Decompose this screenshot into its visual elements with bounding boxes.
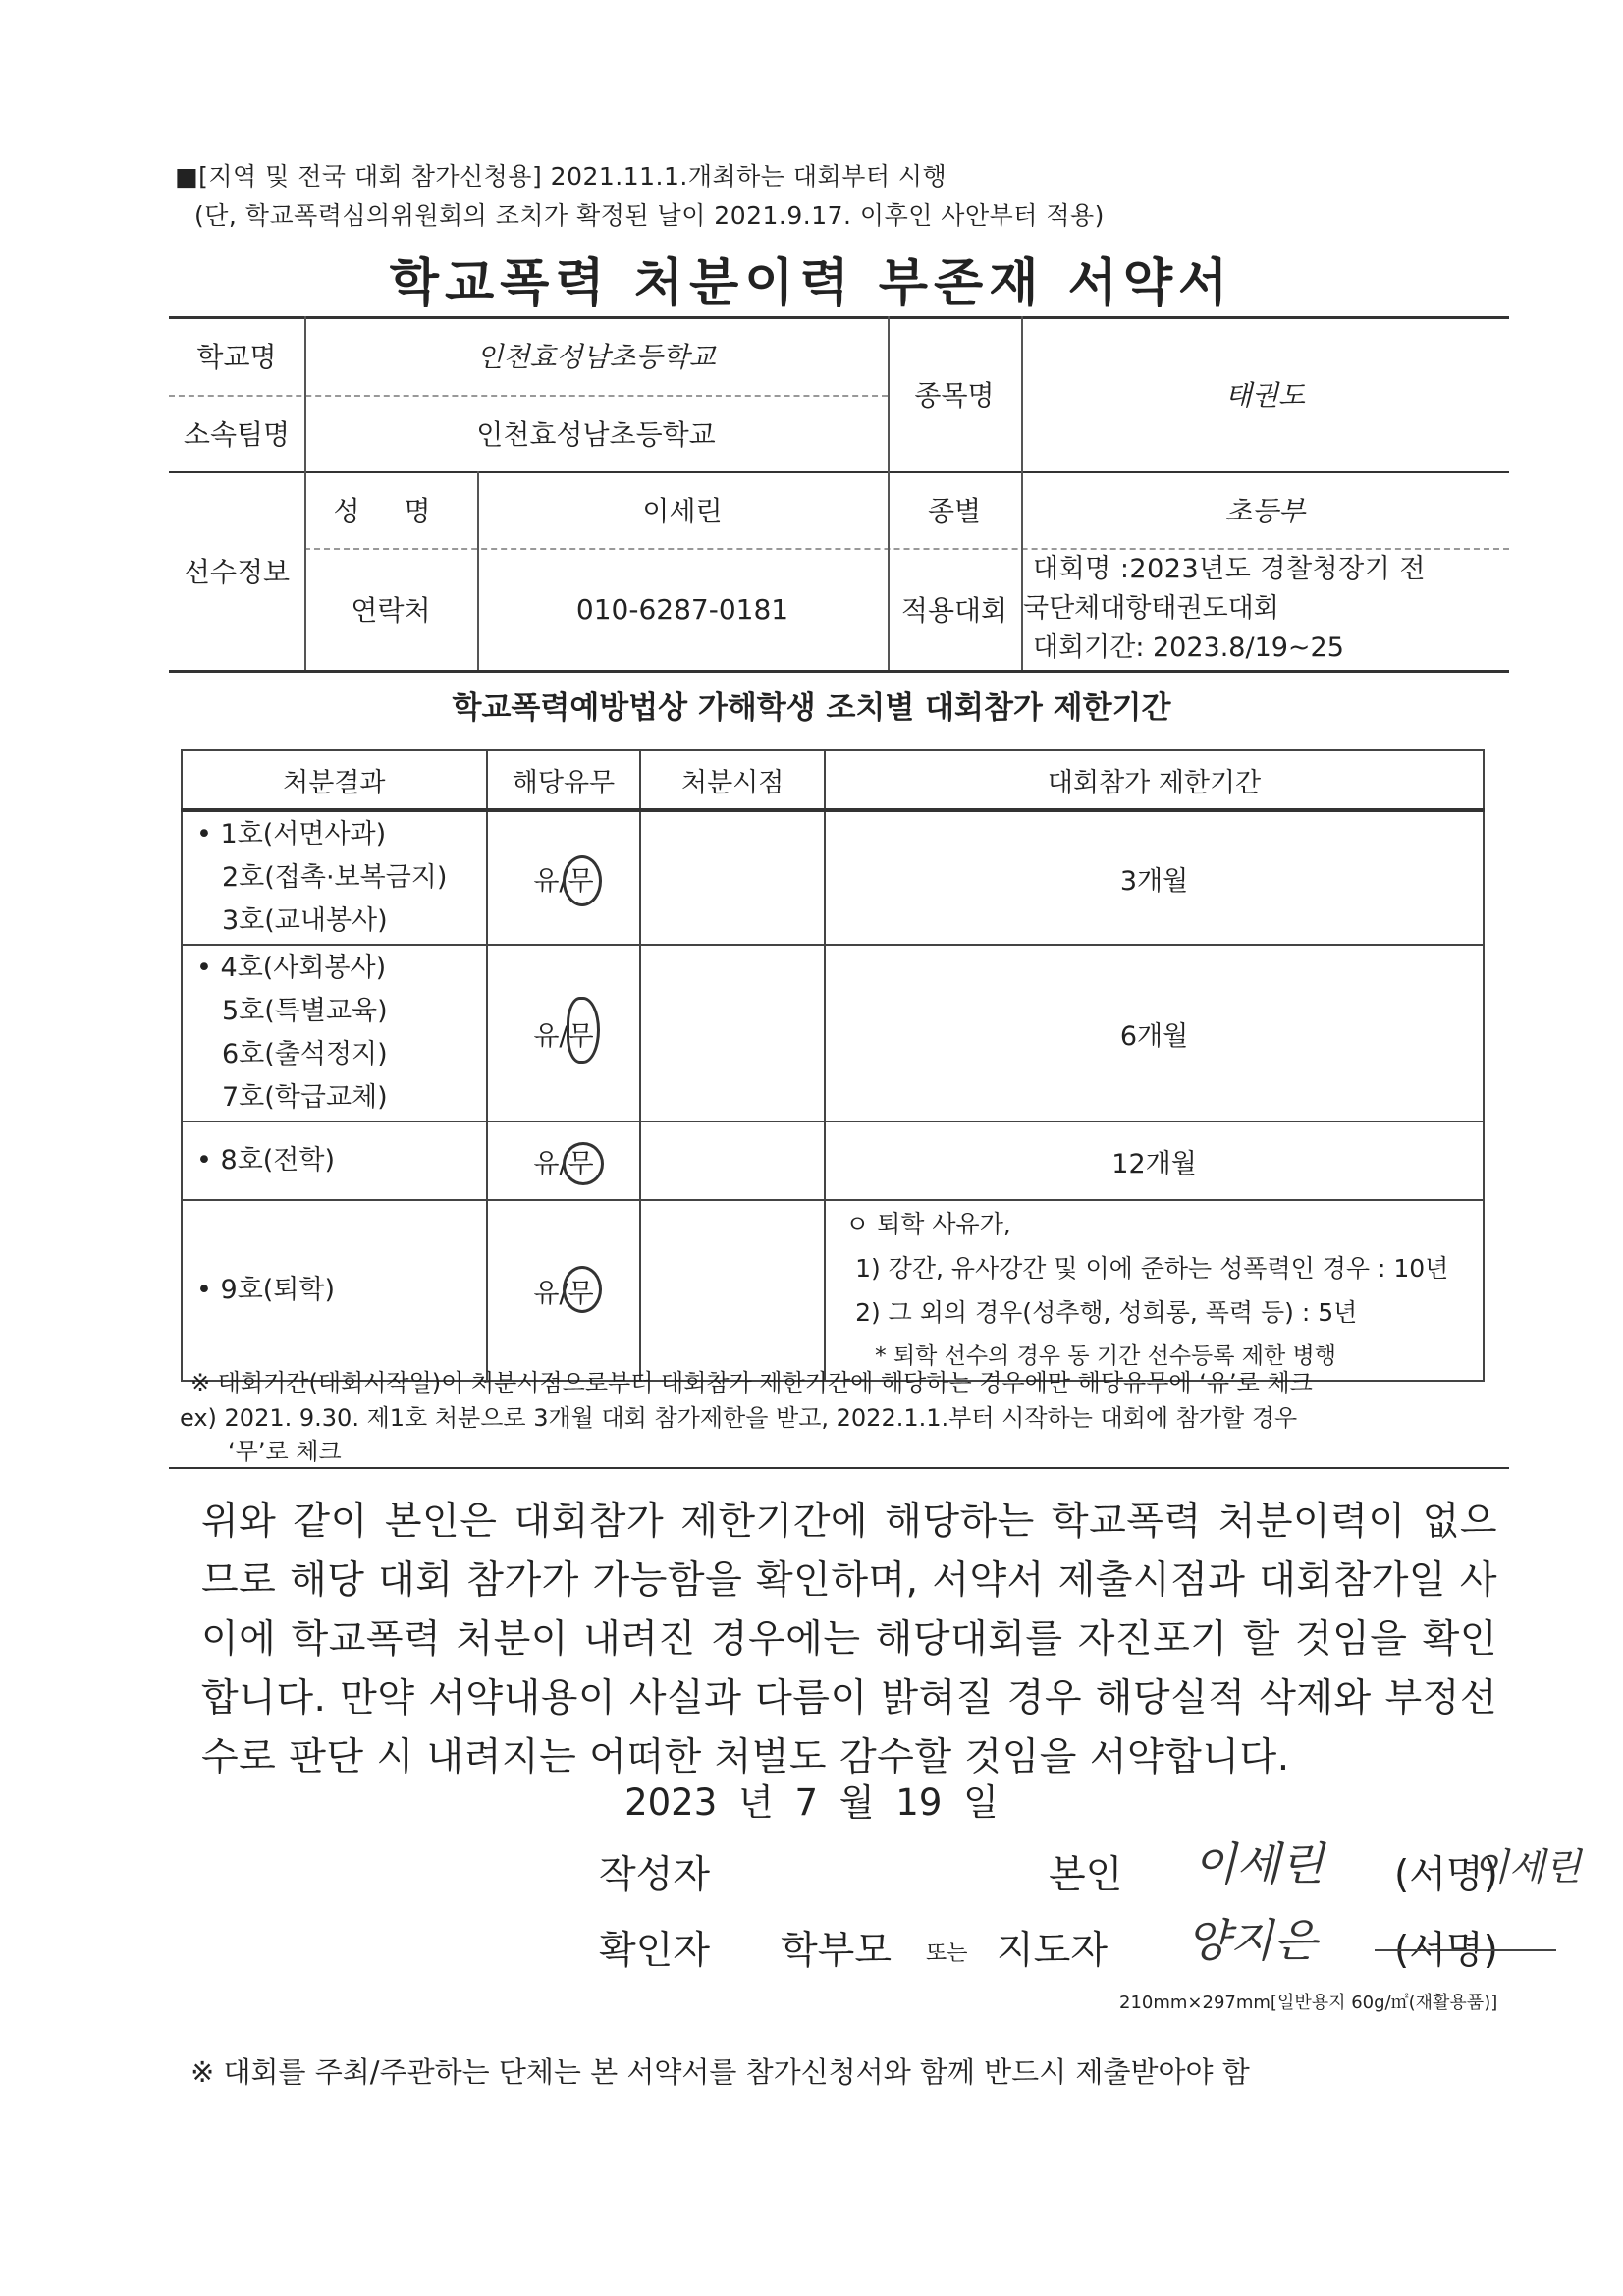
period-cell: 3개월 (825, 810, 1484, 945)
page-title: 학교폭력 처분이력 부존재 서약서 (389, 254, 1234, 313)
or-label: 또는 (926, 1941, 968, 1966)
confirmer-label: 확인자 (599, 1929, 711, 1973)
table-row (182, 1121, 1484, 1200)
applicable-cell (487, 945, 641, 1121)
sport-value: 태권도 (1224, 379, 1306, 411)
self-signature-overlay: 이세린 (1473, 1845, 1582, 1888)
check-circle-mark (563, 1266, 602, 1313)
team-value: 인천효성남초등학교 (476, 418, 716, 451)
division-value: 초등부 (1224, 495, 1306, 527)
applicable-value: 유/무 (533, 1020, 594, 1052)
school-label: 학교명 (196, 341, 277, 373)
paper-spec: 210mm×297mm[일반용지 60g/㎡(재활용품)] (1119, 1993, 1498, 2013)
header-disposition: 처분결과 (182, 750, 487, 810)
name-value: 이세린 (642, 495, 723, 527)
division-label: 종별 (927, 495, 982, 527)
coach-signature: 양지은 (1186, 1914, 1318, 1967)
time-cell (640, 810, 825, 945)
info-bottom-border (169, 670, 1509, 673)
applicable-cell (487, 1200, 641, 1381)
header-period: 대회참가 제한기간 (825, 750, 1484, 810)
check-circle-mark (563, 1142, 604, 1185)
disposition-item: 6호(출석정지) (222, 1039, 388, 1069)
parent-label: 학부모 (781, 1929, 893, 1973)
disposition-item: 1호(서면사과) (220, 819, 387, 849)
check-circle-mark (563, 855, 602, 906)
time-cell (640, 1200, 825, 1381)
period-cell: 12개월 (825, 1121, 1484, 1200)
disposition-cell: • 8호(전학) (182, 1121, 487, 1200)
disposition-item: 4호(사회봉사) (220, 953, 387, 983)
event-label: 적용대회 (900, 594, 1008, 627)
sign-mark-2: (서명) (1394, 1929, 1498, 1973)
writer-label: 작성자 (599, 1853, 711, 1897)
applicable-cell (487, 1121, 641, 1200)
footer-note: ※ 대회를 주최/주관하는 단체는 본 서약서를 참가신청서와 함께 반드시 제출받아야 함 (190, 2055, 1250, 2089)
table-row (182, 1200, 1484, 1381)
header-line-1: ■[지역 및 전국 대회 참가신청용] 2021.11.1.개최하는 대회부터 시행 (175, 162, 947, 191)
notes-divider (169, 1467, 1509, 1469)
note-2b: ‘무’로 체크 (228, 1438, 342, 1465)
header-line-2: (단, 학교폭력심의위원회의 조치가 확정된 날이 2021.9.17. 이후인 사안부터 적용) (194, 201, 1105, 230)
header-time: 처분시점 (640, 750, 825, 810)
coach-label: 지도자 (997, 1929, 1109, 1973)
applicable-value: 유/무 (533, 865, 594, 897)
limits-table (181, 749, 1485, 1382)
disposition-item: 7호(학급교체) (222, 1082, 388, 1113)
note-1: ※ 대회기간(대회시작일)이 처분시점으로부터 대회참가 제한기간에 해당하는 경우에만 해당유무에 ‘유’로 체크 (190, 1369, 1313, 1396)
period-cell: 6개월 (825, 945, 1484, 1121)
limits-heading: 학교폭력예방법상 가해학생 조치별 대회참가 제한기간 (452, 690, 1171, 726)
contact-label: 연락처 (351, 594, 431, 627)
pledge-text: 위와 같이 본인은 대회참가 제한기간에 해당하는 학교폭력 처분이력이 없으므로 해당 대회 참가가 가능함을 확인하며, 서약서 제출시점과 대회참가일 사이에 학교폭력 처분이 내려진 경우에는 해당대회를 자진포기 할 것임을 확인합니다. 만약 서약내용이 사실과 다름이 밝혀질 경우 해당실적 삭제와 부정선수로 판단 시 내려지는 어떠한 처벌도 감수할 것임을 서약합니다. (201, 1500, 1497, 1779)
disposition-item: 2호(접촉·보복금지) (222, 862, 448, 893)
disposition-item: 9호(퇴학) (220, 1275, 336, 1305)
school-value: 인천효성남초등학교 (476, 341, 716, 373)
player-info-label: 선수정보 (183, 556, 291, 588)
sport-label: 종목명 (914, 379, 995, 411)
table-row (182, 945, 1484, 1121)
disposition-item: 3호(교내봉사) (222, 905, 388, 936)
disposition-cell: • 9호(퇴학) (182, 1200, 487, 1381)
period-cell (825, 1200, 1484, 1381)
period-line: 1) 강간, 유사강간 및 이에 준하는 성폭력인 경우 : 10년 (855, 1254, 1449, 1283)
applicable-cell (487, 810, 641, 945)
applicable-value: 유/무 (533, 1148, 594, 1179)
note-2a: ex) 2021. 9.30. 제1호 처분으로 3개월 대회 참가제한을 받고, 2022.1.1.부터 시작하는 대회에 참가할 경우 (180, 1404, 1298, 1432)
disposition-cell: • 1호(서면사과) 2호(접촉·보복금지) 3호(교내봉사) (182, 810, 487, 945)
sign-mark-1: (서명) (1394, 1853, 1498, 1897)
check-circle-mark (567, 997, 600, 1064)
contact-value: 010-6287-0181 (575, 592, 789, 626)
disposition-item: 8호(전학) (220, 1145, 336, 1175)
applicable-value: 유/무 (533, 1278, 594, 1309)
self-label: 본인 (1049, 1853, 1123, 1897)
period-line: * 퇴학 선수의 경우 동 기간 선수등록 제한 병행 (875, 1343, 1336, 1369)
event-name-line-1: 대회명 :2023년도 경찰청장기 전 (1033, 554, 1426, 584)
disposition-cell: • 4호(사회봉사) 5호(특별교육) 6호(출석정지) 7호(학급교체) (182, 945, 487, 1121)
limits-header-row (182, 750, 1484, 810)
table-row (182, 810, 1484, 945)
team-label: 소속팀명 (183, 418, 291, 451)
disposition-item: 5호(특별교육) (222, 996, 388, 1026)
time-cell (640, 1121, 825, 1200)
event-name-line-2: 국단체대항태권도대회 (1023, 593, 1279, 624)
name-label: 성 명 (333, 495, 449, 527)
self-signature: 이세린 (1193, 1837, 1325, 1890)
header-applicable: 해당유무 (487, 750, 641, 810)
period-line: 2) 그 외의 경우(성추행, 성희롱, 폭력 등) : 5년 (855, 1298, 1358, 1327)
event-period: 대회기간: 2023.8/19~25 (1033, 632, 1344, 663)
sign-strike-line (1375, 1949, 1556, 1951)
time-cell (640, 945, 825, 1121)
period-line: ㅇ 퇴학 사유가, (845, 1210, 1011, 1238)
event-details (1023, 550, 1509, 668)
date: 2023 년 7 월 19 일 (624, 1781, 999, 1824)
